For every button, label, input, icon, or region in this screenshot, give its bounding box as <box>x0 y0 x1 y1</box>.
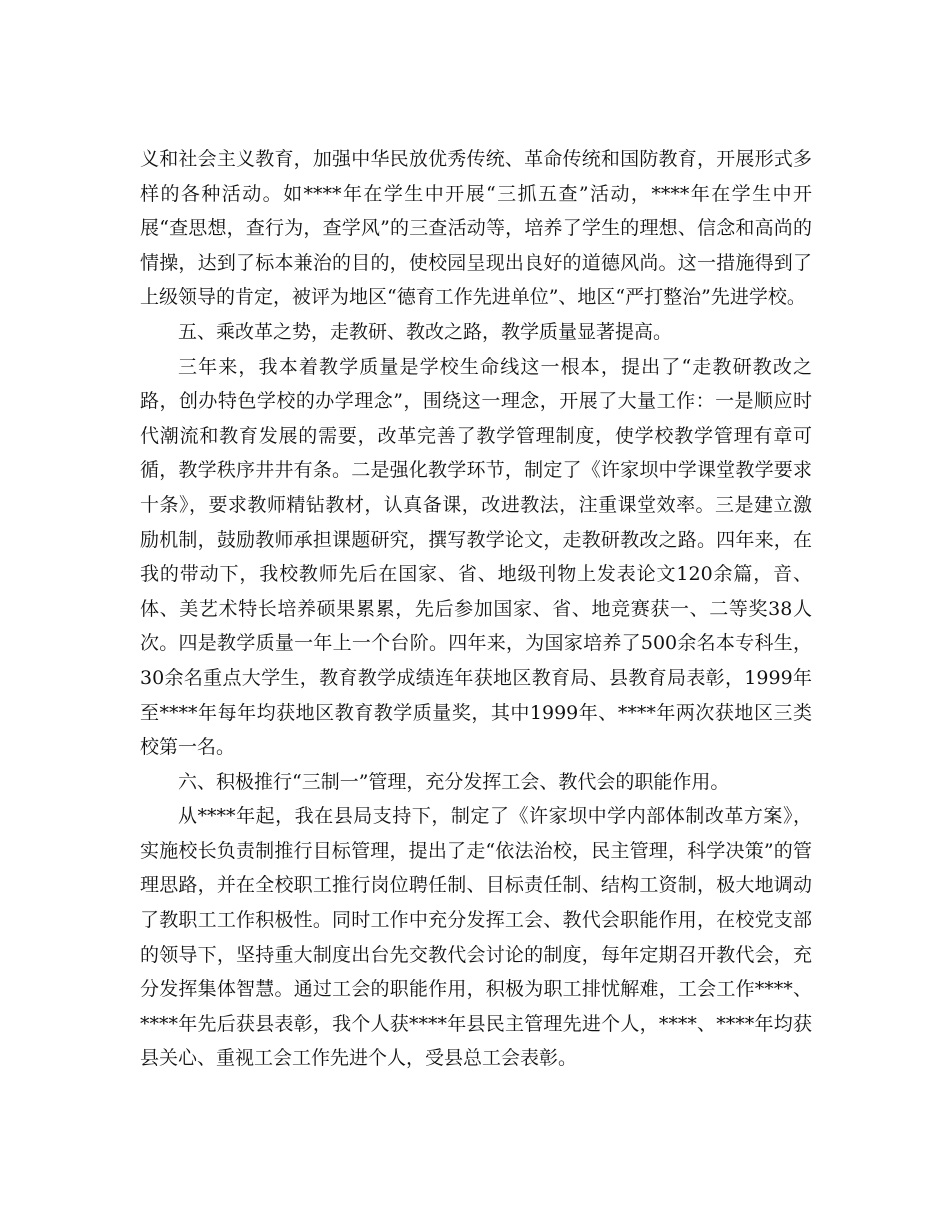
section-heading-six: 六、积极推行“三制一”管理，充分发挥工会、教代会的职能作用。 <box>178 770 730 793</box>
paragraph-management-reform: 从****年起，我在县局支持下，制定了《许家坝中学内部体制改革方案》，实施校长负责制推行目标管理，提出了走“依法治校，民主管理，科学决策”的管理思路，并在全校职工推行岗位聘任制、目标责任制、结构工资制，极大地调动了教职工工作积极性。同时工作中充分发挥工会、教代会职能作用，在校党支部的领导下，坚持重大制度出台先交教代会讨论的制度，每年定期召开教代会，充分发挥集体智慧。通过工会的职能作用，积极为职工排忧解难，工会工作****、****年先后获县表彰，我个人获****年县民主管理先进个人，****、****年均获县关心、重视工会工作先进个人，受县总工会表彰。 <box>140 805 812 1070</box>
section-heading-five: 五、乘改革之势，走教研、教改之路，教学质量显著提高。 <box>178 320 673 343</box>
paragraph-teaching-reform: 三年来，我本着教学质量是学校生命线这一根本，提出了“走教研教改之路，创办特色学校的办学理念”，围绕这一理念，开展了大量工作：一是顺应时代潮流和教育发展的需要，改革完善了教学管理制度，使学校教学管理有章可循，教学秩序井井有条。二是强化教学环节，制定了《许家坝中学课堂教学要求十条》，要求教师精钻教材，认真备课，改进教法，注重课堂效率。三是建立激励机制，鼓励教师承担课题研究，撰写教学论文，走教研教改之路。四年来，在我的带动下，我校教师先后在国家、省、地级刊物上发表论文120余篇，音、体、美艺术特长培养硕果累累，先后参加国家、省、地竞赛获一、二等奖38人次。四是教学质量一年上一个台阶。四年来，为国家培养了500余名本专科生，30余名重点大学生，教育教学成绩连年获地区教育局、县教育局表彰，1999年至****年每年均获地区教育教学质量奖，其中1999年、****年两次获地区三类校第一名。 <box>140 355 812 759</box>
document-body <box>140 142 812 1076</box>
paragraph-moral-education-continued: 义和社会主义教育，加强中华民放优秀传统、革命传统和国防教育，开展形式多样的各种活动。如****年在学生中开展“三抓五查”活动，****年在学生中开展“查思想，查行为，查学风”的三查活动等，培养了学生的理想、信念和高尚的情操，达到了标本兼治的目的，使校园呈现出良好的道德风尚。这一措施得到了上级领导的肯定，被评为地区“德育工作先进单位”、地区“严打整治”先进学校。 <box>140 148 812 309</box>
